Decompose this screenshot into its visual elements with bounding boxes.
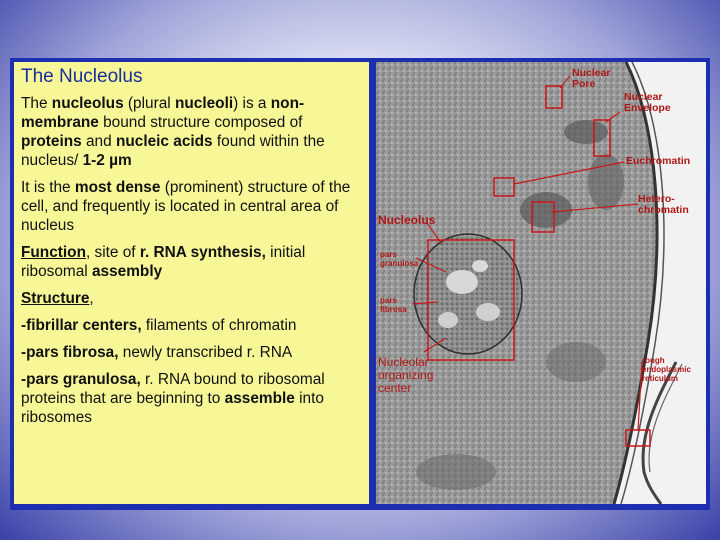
label-nucleolus: Nucleolus: [378, 213, 436, 227]
text-run: initial ribosomal: [21, 244, 306, 280]
label-euchromatin: Euchromatin: [626, 155, 691, 167]
text-panel: [14, 62, 369, 504]
structure-heading-paragraph: [21, 289, 363, 308]
term-proteins: proteins: [21, 133, 82, 150]
text-run: and: [81, 133, 116, 150]
label-nuclear-envelope: Nuclear Envelope: [624, 91, 671, 114]
term-pars-fibrosa: -pars fibrosa,: [21, 344, 119, 361]
label-pars-granulosa: pars granulosa: [380, 250, 419, 268]
text-run: bound structure composed of: [98, 114, 303, 131]
nucleus-micrograph: [376, 62, 706, 504]
term-nucleolus: nucleolus: [51, 95, 124, 112]
term-most-dense: most dense: [74, 179, 161, 196]
label-heterochromatin: Hetero- chromatin: [638, 193, 689, 216]
term-assembly: assembly: [92, 263, 163, 280]
slide-title: The Nucleolus: [21, 66, 143, 87]
text-run: into ribosomes: [21, 390, 324, 426]
label-nuclear-pore: Nuclear Pore: [572, 67, 611, 90]
term-pars-granulosa: -pars granulosa,: [21, 371, 141, 388]
text-run: It is the: [21, 179, 75, 196]
text-run: filaments of chromatin: [141, 317, 297, 334]
definition-paragraph: [21, 94, 363, 170]
term-rrna-synthesis: r. RNA synthesis,: [139, 244, 266, 261]
text-run: , site of: [85, 244, 140, 261]
heading-function: Function: [21, 244, 86, 261]
label-rough-er: rough endoplasmic reticulum: [642, 356, 691, 383]
heading-structure: Structure: [21, 290, 90, 307]
text-run: newly transcribed r. RNA: [118, 344, 293, 361]
text-run: ,: [89, 290, 94, 307]
term-nucleoli: nucleoli: [174, 95, 234, 112]
pars-granulosa-paragraph: [21, 370, 363, 427]
density-paragraph: [21, 178, 363, 235]
term-size: 1-2 µm: [82, 152, 132, 169]
label-pars-fibrosa: pars fibrosa: [380, 296, 407, 314]
term-non-membrane: non-membrane: [21, 95, 305, 131]
function-paragraph: [21, 243, 363, 281]
term-nucleic-acids: nucleic acids: [115, 133, 213, 150]
micrograph-drawing: [376, 62, 706, 504]
text-run: found within the nucleus/: [21, 133, 325, 169]
term-assemble: assemble: [224, 390, 295, 407]
term-fibrillar-centers: -fibrillar centers,: [21, 317, 142, 334]
label-nucleolar-organizing-center: Nucleolar organizing center: [378, 355, 434, 395]
nucleolus-body: [414, 234, 522, 354]
text-run: (prominent) structure of the cell, and frequently is located in central area of nucleus: [21, 179, 351, 234]
text-run: The: [21, 95, 52, 112]
text-run: (plural: [123, 95, 175, 112]
fibrillar-centers-paragraph: [21, 316, 363, 335]
text-run: r. RNA bound to ribosomal proteins that are beginning to: [21, 371, 325, 407]
pars-fibrosa-paragraph: [21, 343, 363, 362]
text-run: ) is a: [233, 95, 271, 112]
